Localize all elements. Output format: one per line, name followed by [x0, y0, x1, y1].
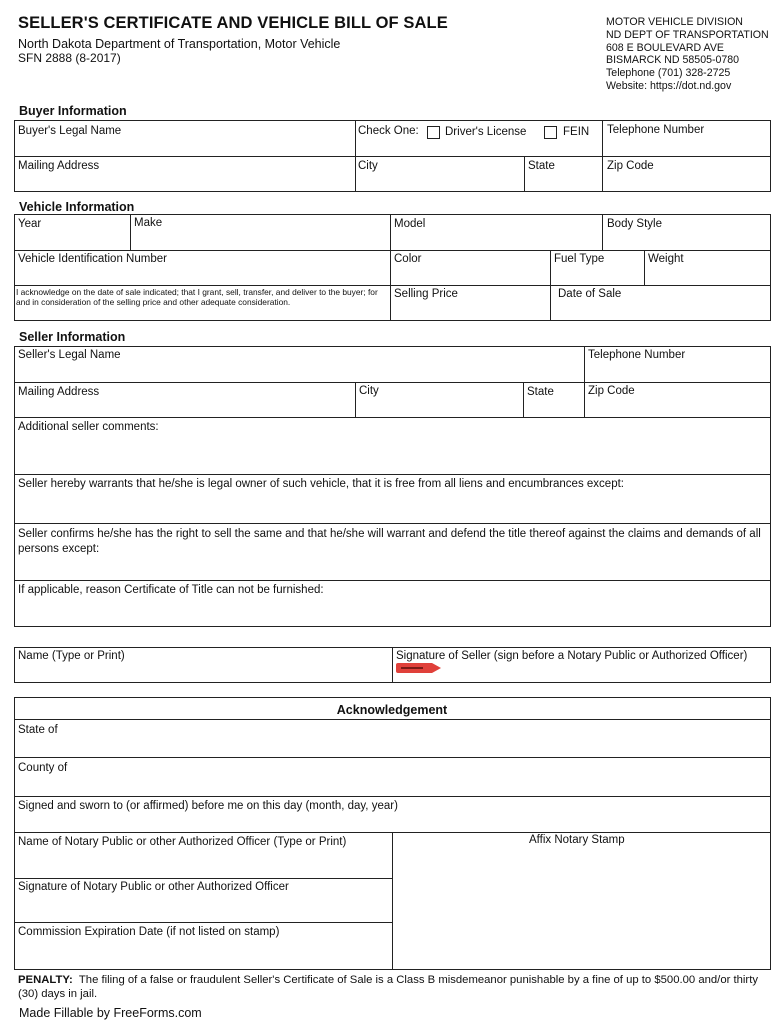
drivers-license-checkbox[interactable]: [427, 126, 440, 139]
county-of-label: County of: [18, 762, 68, 774]
fein-label: FEIN: [563, 126, 590, 138]
penalty-label: PENALTY:: [18, 974, 73, 986]
state-of-label: State of: [18, 724, 58, 736]
notary-signature-label: Signature of Notary Public or other Authorized Officer: [18, 881, 289, 893]
buyer-legal-name-field[interactable]: [16, 138, 352, 154]
buyer-state-field[interactable]: [526, 173, 600, 190]
vehicle-section-heading: Vehicle Information: [19, 200, 135, 214]
year-field[interactable]: [16, 232, 128, 248]
title-reason-field[interactable]: [16, 599, 768, 625]
body-style-field[interactable]: [604, 232, 768, 248]
color-label: Color: [394, 253, 422, 265]
seller-zip-label: Zip Code: [588, 385, 635, 397]
seller-city-field[interactable]: [357, 399, 520, 415]
buyer-mailing-address-label: Mailing Address: [18, 160, 100, 172]
date-of-sale-label: Date of Sale: [558, 288, 622, 300]
seller-telephone-field[interactable]: [586, 363, 768, 380]
fuel-type-label: Fuel Type: [554, 253, 605, 265]
defend-title-field[interactable]: [16, 557, 768, 578]
address-line: MOTOR VEHICLE DIVISION: [606, 16, 743, 28]
seller-legal-name-field[interactable]: [16, 363, 582, 380]
address-line: 608 E BOULEVARD AVE: [606, 41, 724, 54]
buyer-section-heading: Buyer Information: [19, 104, 127, 118]
buyer-zip-field[interactable]: [604, 173, 768, 190]
seller-state-field[interactable]: [525, 399, 582, 415]
vin-field[interactable]: [16, 267, 388, 283]
model-field[interactable]: [392, 232, 600, 248]
seller-mailing-address-label: Mailing Address: [18, 386, 100, 398]
notary-name-label: Name of Notary Public or other Authorized Officer (Type or Print): [18, 836, 347, 848]
seller-mailing-address-field[interactable]: [16, 399, 352, 415]
model-label: Model: [394, 218, 426, 230]
defend-title-label: Seller confirms he/she has the right to sell the same and that he/she will warrant and defend the title thereof against the claims and demands of all persons except:: [18, 528, 761, 555]
form-title: SELLER'S CERTIFICATE AND VEHICLE BILL OF SALE: [18, 14, 448, 32]
check-one-label: Check One:: [358, 125, 419, 137]
address-line: ND DEPT OF TRANSPORTATION: [606, 28, 769, 41]
made-fillable-note: Made Fillable by FreeForms.com: [19, 1006, 202, 1020]
seller-zip-field[interactable]: [586, 399, 768, 415]
date-of-sale-field[interactable]: [552, 302, 768, 319]
seller-section-heading: Seller Information: [19, 330, 126, 344]
notary-signature-field[interactable]: [16, 896, 390, 920]
drivers-license-label: Driver's License: [445, 126, 527, 138]
warranty-liens-field[interactable]: [16, 493, 768, 521]
seller-state-label: State: [527, 386, 554, 398]
acknowledgement-heading: Acknowledgement: [336, 703, 448, 717]
agency-address: [606, 16, 769, 93]
notary-stamp-area: [394, 850, 768, 968]
seller-signature-field[interactable]: [394, 664, 768, 681]
signed-sworn-label: Signed and sworn to (or affirmed) before me on this day (month, day, year): [18, 800, 398, 812]
buyer-legal-name-label: Buyer's Legal Name: [18, 125, 122, 137]
state-of-field[interactable]: [16, 738, 768, 755]
penalty-notice: [18, 973, 770, 1001]
notary-name-field[interactable]: [16, 852, 390, 876]
seller-name-print-field[interactable]: [16, 664, 390, 681]
address-line: Website: https://dot.nd.gov: [606, 79, 732, 92]
weight-label: Weight: [648, 253, 684, 265]
affix-notary-stamp-label: Affix Notary Stamp: [529, 834, 625, 846]
sign-here-tab-icon[interactable]: [396, 662, 442, 674]
address-line: Telephone (701) 328-2725: [606, 67, 731, 80]
buyer-telephone-field[interactable]: [604, 138, 768, 154]
seller-name-print-label: Name (Type or Print): [18, 650, 125, 662]
seller-city-label: City: [359, 385, 379, 397]
seller-signature-label: Signature of Seller (sign before a Notary Public or Authorized Officer): [396, 650, 748, 662]
buyer-state-label: State: [528, 160, 555, 172]
selling-price-field[interactable]: [392, 302, 548, 319]
fuel-type-field[interactable]: [552, 267, 642, 283]
year-label: Year: [18, 218, 42, 230]
weight-field[interactable]: [646, 267, 768, 283]
seller-telephone-label: Telephone Number: [588, 349, 686, 361]
seller-legal-name-label: Seller's Legal Name: [18, 349, 121, 361]
warranty-liens-label: Seller hereby warrants that he/she is legal owner of such vehicle, that it is free from all liens and encumbrances except:: [18, 478, 624, 490]
body-style-label: Body Style: [607, 218, 662, 230]
address-line: BISMARCK ND 58505-0780: [606, 54, 740, 67]
color-field[interactable]: [392, 267, 548, 283]
selling-price-label: Selling Price: [394, 288, 458, 300]
form-number: SFN 2888 (8-2017): [18, 51, 121, 65]
vin-label: Vehicle Identification Number: [18, 253, 167, 265]
make-field[interactable]: [132, 232, 388, 248]
county-of-field[interactable]: [16, 776, 768, 794]
department-name: North Dakota Department of Transportation, Motor Vehicle: [18, 37, 341, 51]
make-label: Make: [134, 217, 163, 229]
penalty-text: The filing of a false or fraudulent Seller's Certificate of Sale is a Class B misdemeanor punishable by a fine of up to $500.00 and/or thirty (30) days in jail.: [18, 974, 758, 1000]
fein-checkbox[interactable]: [544, 126, 557, 139]
buyer-telephone-label: Telephone Number: [607, 124, 705, 136]
buyer-city-label: City: [358, 160, 378, 172]
signed-sworn-date-field[interactable]: [16, 814, 768, 830]
buyer-zip-label: Zip Code: [607, 160, 654, 172]
seller-comments-label: Additional seller comments:: [18, 421, 159, 433]
commission-expiration-label: Commission Expiration Date (if not listed on stamp): [18, 926, 280, 938]
sale-acknowledgement-text: I acknowledge on the date of sale indicated; that I grant, sell, transfer, and deliver to the buyer; for and in consideration of the selling price and other adequate consideration.: [16, 287, 378, 307]
title-reason-label: If applicable, reason Certificate of Title can not be furnished:: [18, 584, 324, 596]
buyer-mailing-address-field[interactable]: [16, 173, 352, 190]
commission-expiration-field[interactable]: [16, 941, 390, 968]
seller-comments-field[interactable]: [16, 436, 768, 472]
buyer-city-field[interactable]: [357, 173, 521, 190]
